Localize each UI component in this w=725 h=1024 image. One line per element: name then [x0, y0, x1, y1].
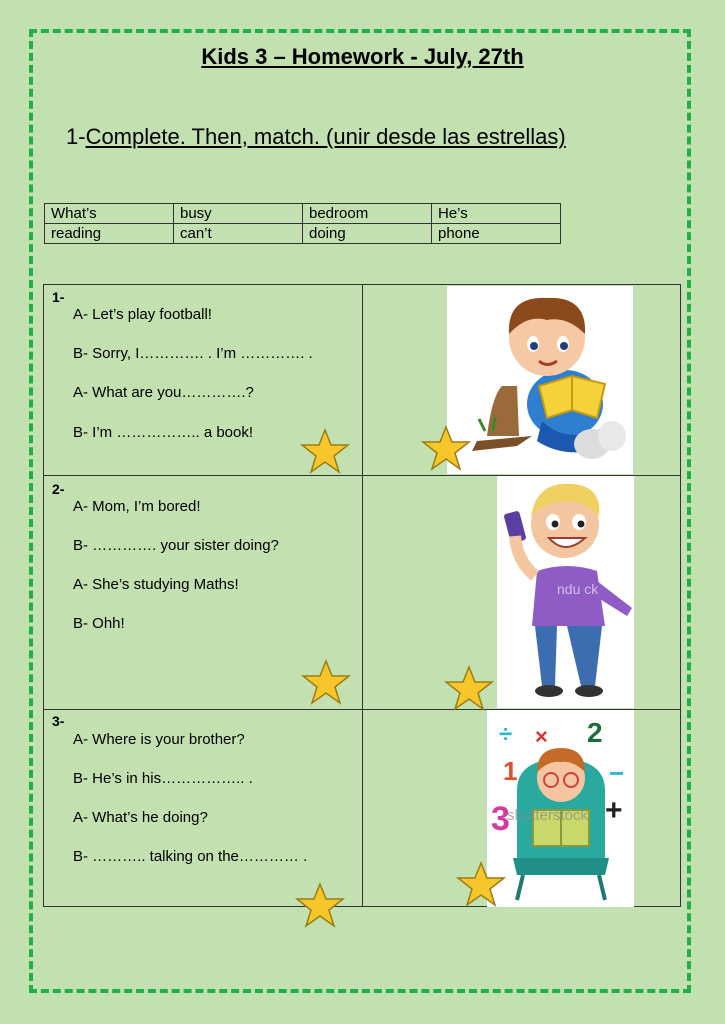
svg-text:÷: ÷ [499, 721, 513, 748]
word-bank-table [44, 203, 561, 244]
dialogue-line: A- What’s he doing? [73, 809, 208, 826]
dialogue-line: A- Mom, I’m bored! [73, 498, 201, 515]
dialogue-line: A- Where is your brother? [73, 731, 245, 748]
star-icon[interactable] [444, 665, 494, 711]
dialogue-line: A- Let’s play football! [73, 306, 212, 323]
dialogue-line: A- What are you………….? [73, 384, 254, 401]
word-bank-cell: bedroom [303, 204, 432, 224]
dialogue-line: B- I’m …………….. a book! [73, 424, 254, 441]
dialogue-line: B- ……….. talking on the………… . [73, 848, 308, 865]
exercise-number-3: 3- [52, 713, 65, 729]
svg-text:3: 3 [491, 800, 510, 838]
instruction-number: 1- [66, 124, 86, 149]
svg-text:×: × [535, 724, 548, 749]
star-icon[interactable] [301, 659, 351, 705]
star-icon[interactable] [421, 425, 471, 471]
watermark-text: ndu ck [557, 581, 599, 597]
svg-text:−: − [609, 758, 625, 788]
exercise-table [43, 284, 681, 907]
exercise-number-2: 2- [52, 481, 65, 497]
dialogue-line: B- …………. your sister doing? [73, 537, 279, 554]
word-bank-cell: He’s [432, 204, 561, 224]
word-bank-cell: doing [303, 224, 432, 244]
dialogue-line: B- Ohh! [73, 615, 125, 632]
dialogue-line: B- Sorry, I…………. . I’m …………. . [73, 345, 313, 362]
svg-text:1: 1 [503, 756, 518, 786]
word-bank-cell: can’t [174, 224, 303, 244]
dialogue-line: A- She’s studying Maths! [73, 576, 239, 593]
boy-reading-picture [447, 286, 633, 474]
column-divider [362, 285, 363, 906]
exercise-number-1: 1- [52, 289, 65, 305]
boy-phone-picture [497, 476, 634, 708]
word-bank-row [45, 204, 561, 224]
watermark-text: shutterstock [507, 807, 588, 824]
word-bank-cell: busy [174, 204, 303, 224]
star-icon[interactable] [300, 428, 350, 474]
word-bank-cell: What’s [45, 204, 174, 224]
page-title: Kids 3 – Homework - July, 27th [201, 44, 524, 69]
svg-text:2: 2 [587, 717, 603, 748]
instruction [66, 124, 566, 150]
girl-studying-picture [487, 710, 634, 907]
dialogue-line: B- He’s in his…………….. . [73, 770, 253, 787]
word-bank-cell: phone [432, 224, 561, 244]
instruction-text: Complete. Then, match. (unir desde las estrellas) [85, 124, 566, 149]
star-icon[interactable] [456, 861, 506, 907]
svg-text:+: + [605, 794, 623, 827]
word-bank-row [45, 224, 561, 244]
star-icon[interactable] [295, 882, 345, 928]
word-bank-cell: reading [45, 224, 174, 244]
